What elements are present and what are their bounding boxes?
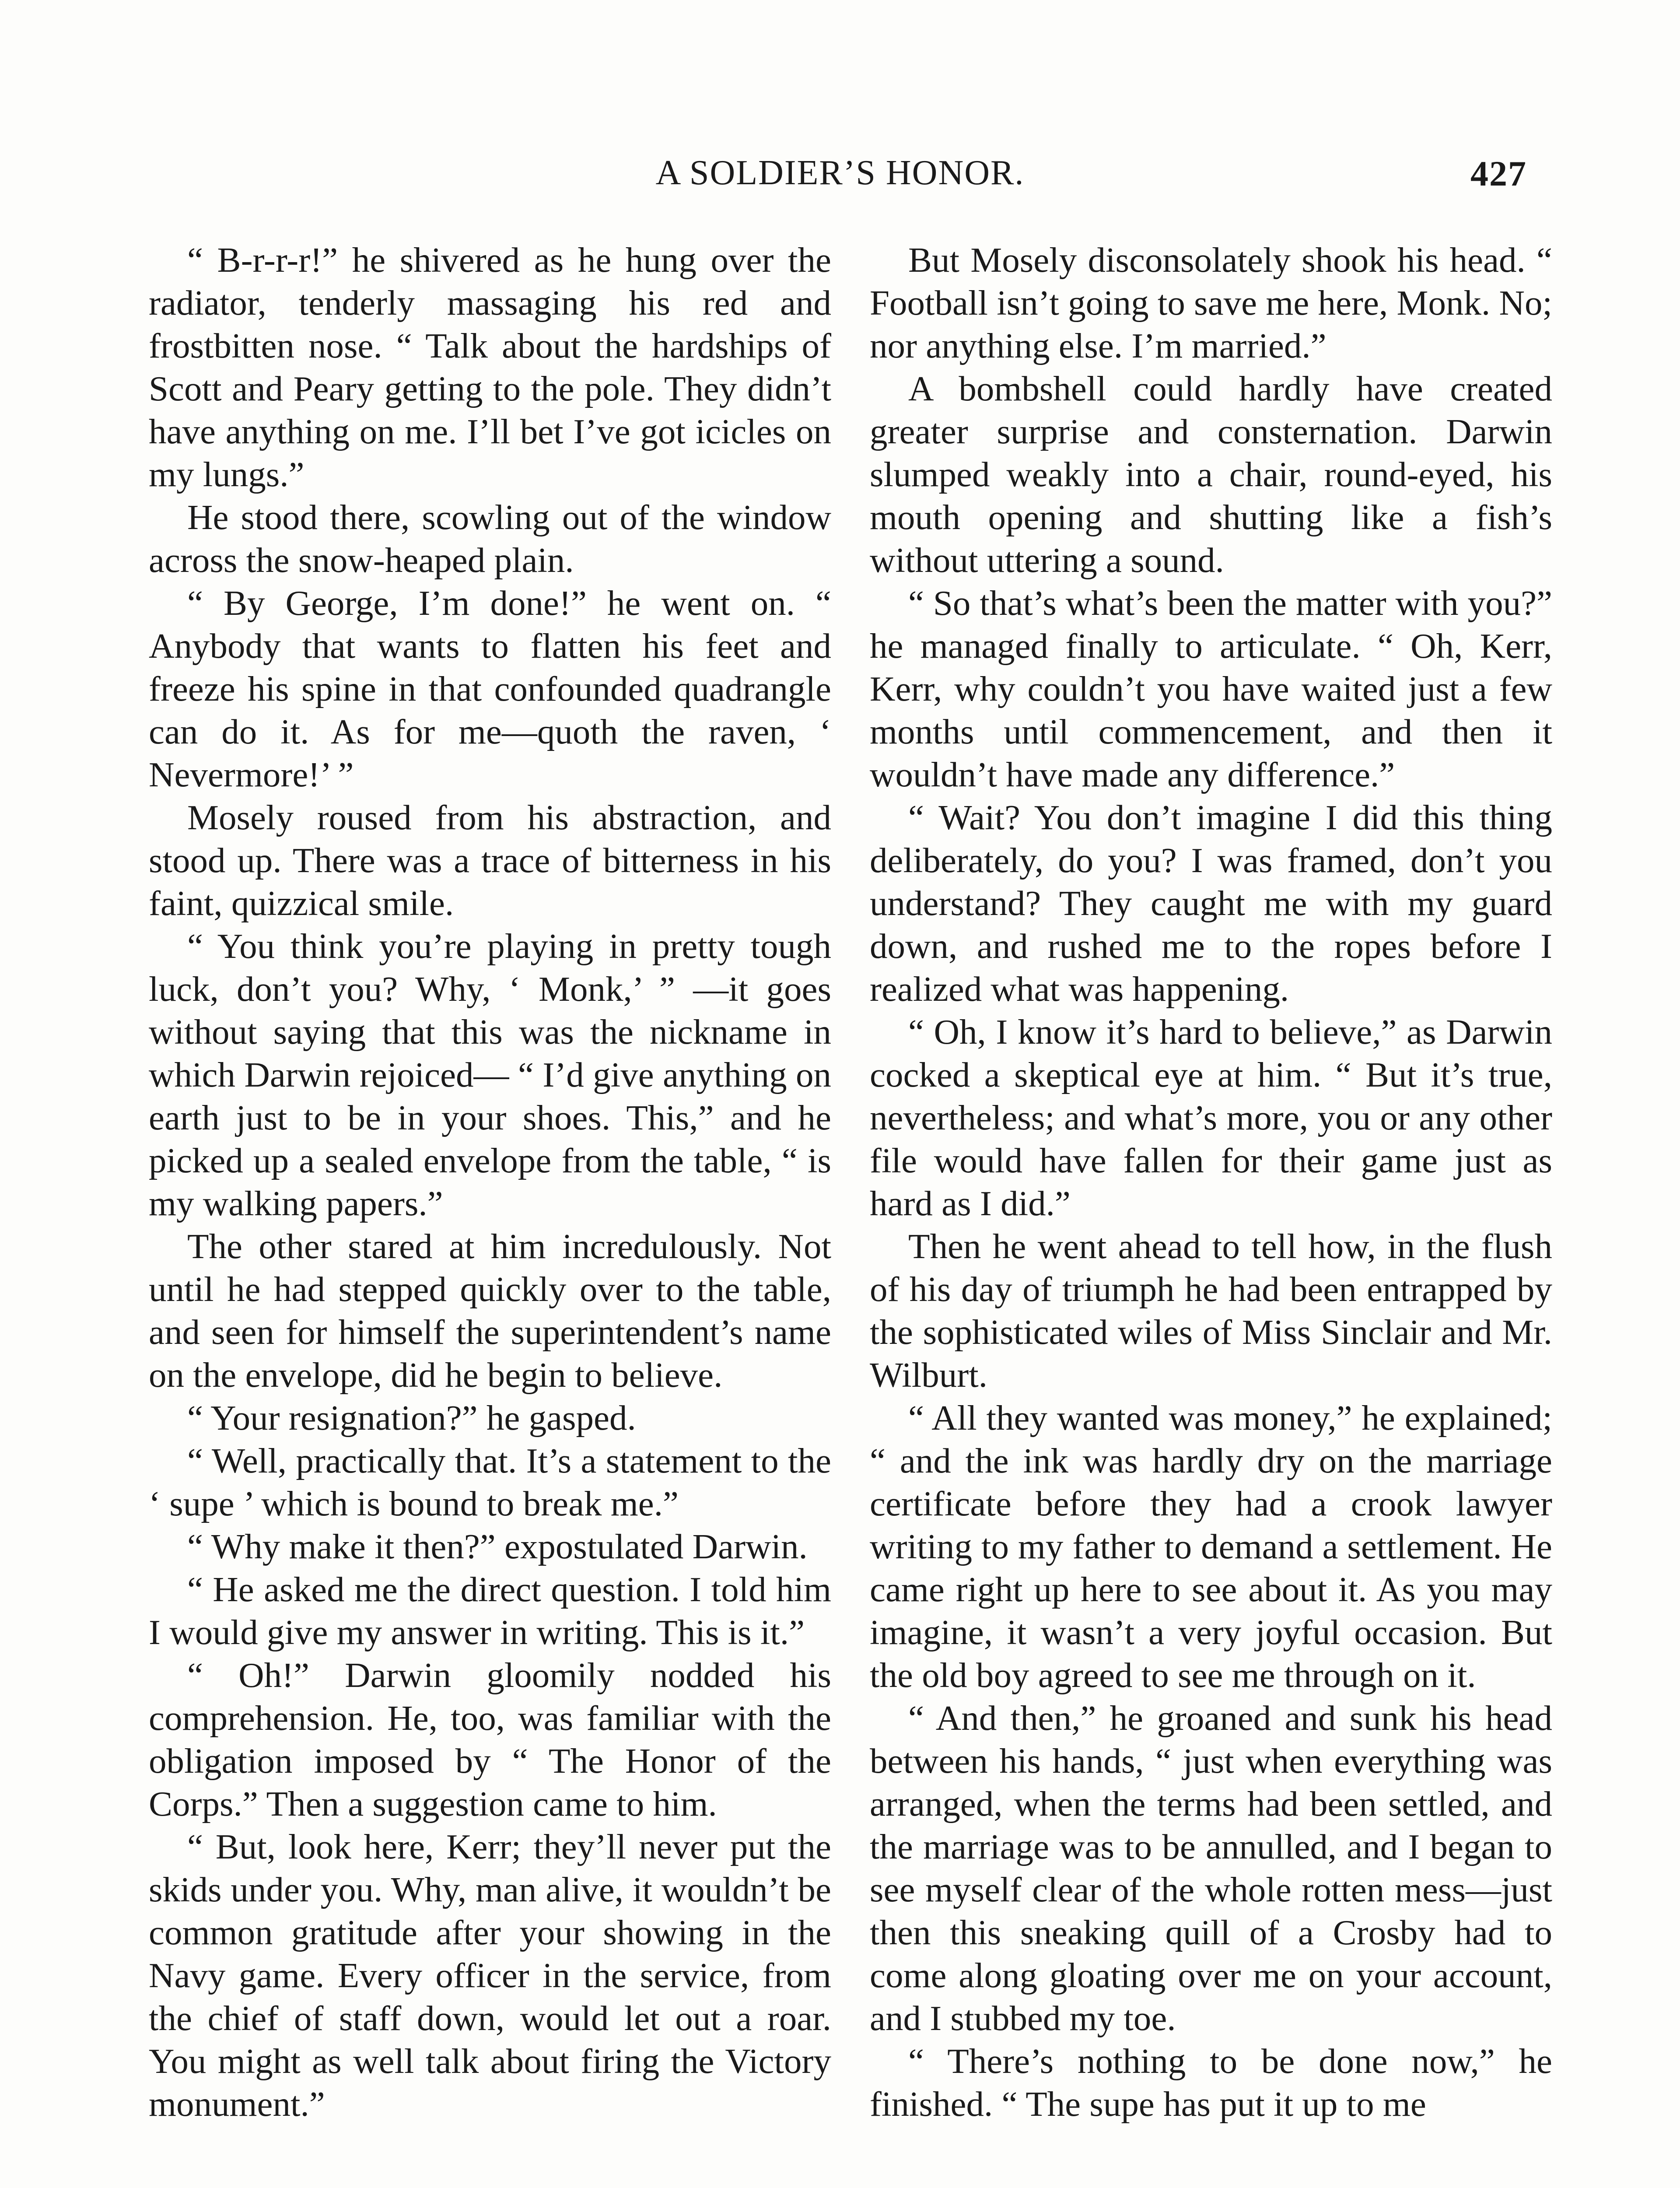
running-head	[153, 153, 1527, 197]
paragraph: “ Well, practically that. It’s a statement to the ‘ supe ’ which is bound to break me.”	[149, 1441, 831, 1523]
paragraph: The other stared at him incredulously. Not until he had stepped quickly over to the table, and seen for himself the superintendent’s name on the envelope, did he begin to believe.	[149, 1227, 831, 1395]
paragraph: He stood there, scowling out of the window across the snow-heaped plain.	[149, 498, 831, 580]
paragraph: “ B-r-r-r!” he shivered as he hung over the radiator, tenderly massaging his red and frostbitten nose. “ Talk about the hardships of Scott and Peary getting to the pole. They didn’t have anything on me. I’ll bet I’ve got icicles on my lungs.”	[149, 240, 831, 494]
paragraph: “ By George, I’m done!” he went on. “ Anybody that wants to flatten his feet and freeze his spine in that confounded quadrangle can do it. As for me—quoth the raven, ‘ Nevermore!’ ”	[149, 583, 831, 794]
paragraph: “ Wait? You don’t imagine I did this thing deliberately, do you? I was framed, don’t you understand? They caught me with my guard down, and rushed me to the ropes before I realized what was happening.	[870, 798, 1552, 1009]
paragraph: A bombshell could hardly have created greater surprise and consternation. Darwin slumped weakly into a chair, round-eyed, his mouth opening and shutting like a fish’s without uttering a sound.	[870, 369, 1552, 580]
paragraph: “ Why make it then?” expostulated Darwin.	[187, 1527, 808, 1566]
paragraph: Mosely roused from his abstraction, and stood up. There was a trace of bitterness in his faint, quizzical smile.	[149, 798, 831, 923]
right-text-column	[870, 238, 1552, 2125]
paragraph: “ But, look here, Kerr; they’ll never put the skids under you. Why, man alive, it wouldn’t be common gratitude after your showing in the Navy game. Every officer in the service, from the chief of staff down, would let out a roar. You might as well talk about firing the Victory monument.”	[149, 1827, 831, 2124]
paragraph: But Mosely disconsolately shook his head. “ Football isn’t going to save me here, Monk. No; nor anything else. I’m married.”	[870, 240, 1552, 365]
paragraph: “ He asked me the direct question. I told him I would give my answer in writing. This is it.”	[149, 1570, 831, 1652]
page-number: 427	[1470, 154, 1527, 193]
paragraph: “ All they wanted was money,” he explained; “ and the ink was hardly dry on the marriage certificate before they had a crook lawyer writing to my father to demand a settlement. He came right up here to see about it. As you may imagine, it wasn’t a very joyful occasion. But the old boy agreed to see me through on it.	[870, 1398, 1552, 1695]
running-title: A SOLDIER’S HONOR.	[655, 154, 1025, 192]
paragraph: “ You think you’re playing in pretty tough luck, don’t you? Why, ‘ Monk,’ ” —it goes without saying that this was the nickname in which Darwin rejoiced— “ I’d give anything on earth just to be in your shoes. This,” and he picked up a sealed envelope from the table, “ is my walking papers.”	[149, 926, 831, 1223]
paragraph: “ Oh!” Darwin gloomily nodded his comprehension. He, too, was familiar with the obligation imposed by “ The Honor of the Corps.” Then a suggestion came to him.	[149, 1655, 831, 1823]
paragraph: Then he went ahead to tell how, in the flush of his day of triumph he had been entrapped by the sophisticated wiles of Miss Sinclair and Mr. Wilburt.	[870, 1227, 1552, 1395]
left-text-column	[149, 238, 831, 2125]
paragraph: “ Oh, I know it’s hard to believe,” as Darwin cocked a skeptical eye at him. “ But it’s true, nevertheless; and what’s more, you or any other file would have fallen for their game just as hard as I did.”	[870, 1012, 1552, 1223]
paragraph: “ Your resignation?” he gasped.	[187, 1398, 636, 1438]
paragraph: “ So that’s what’s been the matter with you?” he managed finally to articulate. “ Oh, Kerr, Kerr, why couldn’t you have waited just a few months until commencement, and then it wouldn’t have made any difference.”	[870, 583, 1552, 794]
paragraph: “ There’s nothing to be done now,” he finished. “ The supe has put it up to me	[870, 2041, 1552, 2124]
paragraph: “ And then,” he groaned and sunk his head between his hands, “ just when everything was arranged, when the terms had been settled, and the marriage was to be annulled, and I began to see myself clear of the whole rotten mess—just then this sneaking quill of a Crosby had to come along gloating over me on your account, and I stubbed my toe.	[870, 1698, 1552, 2038]
